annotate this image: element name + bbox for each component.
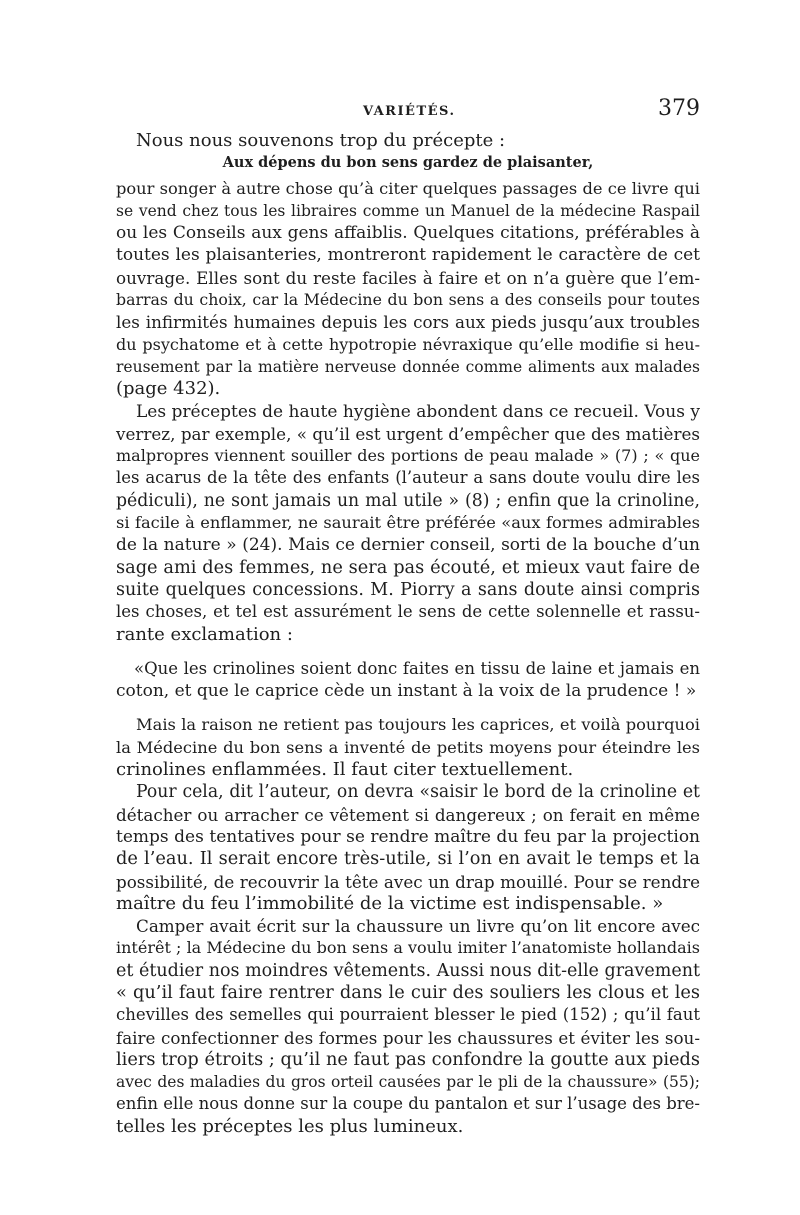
text-line: détacher ou arracher ce vêtement si dangereux ; on ferait en même <box>116 804 700 825</box>
text-line: suite quelques concessions. M. Piorry a sans doute ainsi compris <box>116 579 700 600</box>
text-line: les choses, et tel est assurément le sens de cette solennelle et rassu- <box>116 602 700 622</box>
text-line: faire confectionner des formes pour les chaussures et éviter les sou- <box>116 1027 700 1048</box>
text-line: chevilles des semelles qui pourraient blesser le pied (152) ; qu’il faut <box>116 1005 700 1025</box>
text-line: intérêt ; la Médecine du bon sens a voulu imiter l’anatomiste hollandais <box>116 938 700 958</box>
page-number: 379 <box>658 96 700 121</box>
text-line: toutes les plaisanteries, montreront rapidement le caractère de cet <box>116 245 700 266</box>
page-header <box>116 96 700 126</box>
text-line: reusement par la matière nerveuse donnée comme aliments aux malades <box>116 357 700 376</box>
text-line: crinolines enflammées. Il faut citer textuellement. <box>116 759 574 781</box>
text-line: du psychatome et à cette hypotropie névraxique qu’elle modifie si heu- <box>116 334 700 354</box>
quote-line: «Que les crinolines soient donc faites en tissu de laine et jamais en <box>134 658 700 678</box>
text-line: enfin elle nous donne sur la coupe du pantalon et sur l’usage des bre- <box>116 1094 700 1114</box>
running-title: VARIÉTÉS. <box>363 104 456 119</box>
text-line: avec des maladies du gros orteil causées par le pli de la chaussure» (55); <box>116 1073 700 1092</box>
epigraph: Aux dépens du bon sens gardez de plaisanter, <box>222 154 594 172</box>
text-line: si facile à enflammer, ne saurait être préférée «aux formes admirables <box>116 513 700 533</box>
text-line: telles les préceptes les plus lumineux. <box>116 1115 464 1137</box>
text-line: barras du choix, car la Médecine du bon sens a des conseils pour toutes <box>116 290 700 310</box>
text-line: sage ami des femmes, ne sera pas écouté, et mieux vaut faire de <box>116 557 700 578</box>
text-line: « qu’il faut faire rentrer dans le cuir des souliers les clous et les <box>116 982 700 1003</box>
text-line: les acarus de la tête des enfants (l’auteur a sans doute voulu dire les <box>116 468 700 488</box>
text-line: de l’eau. Il serait encore très-utile, si l’on en avait le temps et la <box>116 849 700 870</box>
text-line: verrez, par exemple, « qu’il est urgent d’empêcher que des matières <box>116 423 700 444</box>
text-line: Mais la raison ne retient pas toujours les caprices, et voilà pourquoi <box>136 715 700 735</box>
text-line: Camper avait écrit sur la chaussure un livre qu’on lit encore avec <box>136 916 700 937</box>
text-line: pour songer à autre chose qu’à citer quelques passages de ce livre qui <box>116 178 700 198</box>
text-line: pédiculi), ne sont jamais un mal utile » (8) ; enfin que la crinoline, <box>116 490 700 511</box>
text-line: liers trop étroits ; qu’il ne faut pas confondre la goutte aux pieds <box>116 1049 700 1070</box>
text-line: possibilité, de recouvrir la tête avec un drap mouillé. Pour se rendre <box>116 871 700 892</box>
page-body <box>116 130 700 1138</box>
text-line: Nous nous souvenons trop du précepte : <box>136 130 506 151</box>
text-line: de la nature » (24). Mais ce dernier conseil, sorti de la bouche d’un <box>116 535 700 556</box>
text-line: temps des tentatives pour se rendre maître du feu par la projection <box>116 826 700 847</box>
text-line: (page 432). <box>116 378 221 400</box>
text-line: les infirmités humaines depuis les cors aux pieds jusqu’aux troubles <box>116 312 700 333</box>
text-line: se vend chez tous les libraires comme un Manuel de la médecine Raspail <box>116 201 700 220</box>
text-line: ou les Conseils aux gens affaiblis. Quelques citations, préférables à <box>116 223 700 244</box>
paragraph-gap <box>116 646 700 658</box>
text-line: Les préceptes de haute hygiène abondent dans ce recueil. Vous y <box>136 401 700 422</box>
text-line: maître du feu l’immobilité de la victime est indispensable. » <box>116 892 664 914</box>
text-line: malpropres viennent souiller des portions de peau malade » (7) ; « que <box>116 446 700 466</box>
text-line: Pour cela, dit l’auteur, on devra «saisir le bord de la crinoline et <box>136 782 700 803</box>
paragraph-gap <box>116 702 700 714</box>
text-line: la Médecine du bon sens a inventé de petits moyens pour éteindre les <box>116 737 700 757</box>
text-line: rante exclamation : <box>116 623 293 645</box>
text-line: ouvrage. Elles sont du reste faciles à faire et on n’a guère que l’em- <box>116 267 700 288</box>
quote-line: coton, et que le caprice cède un instant à la voix de la prudence ! » <box>116 681 697 702</box>
text-line: et étudier nos moindres vêtements. Aussi nous dit-elle gravement <box>116 960 700 981</box>
